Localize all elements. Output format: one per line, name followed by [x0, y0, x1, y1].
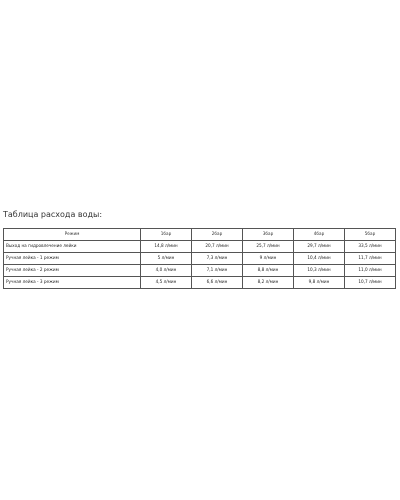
table-cell: 6,6 л/мин [192, 277, 243, 289]
table-cell: 14,8 л/мин [141, 241, 192, 253]
table-row [4, 265, 396, 277]
table-cell: 33,5 л/мин [345, 241, 396, 253]
row-label: Ручная лейка - 3 режим [4, 277, 141, 289]
table-header-row [4, 229, 396, 241]
table-cell: 10,4 л/мин [294, 253, 345, 265]
table-cell: 29,7 л/мин [294, 241, 345, 253]
row-label: Выход на гидровлечение лейки [4, 241, 141, 253]
table-cell: 4,5 л/мин [141, 277, 192, 289]
column-header-2bar: 2бар [192, 229, 243, 241]
table-cell: 8,2 л/мин [243, 277, 294, 289]
row-label: Ручная лейка - 1 режим [4, 253, 141, 265]
column-header-1bar: 1бар [141, 229, 192, 241]
table-cell: 10,3 л/мин [294, 265, 345, 277]
table-cell: 7,1 л/мин [192, 265, 243, 277]
table-cell: 25,7 л/мин [243, 241, 294, 253]
row-label: Ручная лейка - 2 режим [4, 265, 141, 277]
water-flow-table [3, 228, 396, 289]
table-cell: 9,8 л/мин [294, 277, 345, 289]
column-header-4bar: 4бар [294, 229, 345, 241]
table-cell: 5 л/мин [141, 253, 192, 265]
table-cell: 4,0 л/мин [141, 265, 192, 277]
table-cell: 8,8 л/мин [243, 265, 294, 277]
table-cell: 11,7 л/мин [345, 253, 396, 265]
column-header-5bar: 5бар [345, 229, 396, 241]
table-row [4, 253, 396, 265]
table-cell: 7,3 л/мин [192, 253, 243, 265]
table-cell: 9 л/мин [243, 253, 294, 265]
table-row [4, 241, 396, 253]
table-cell: 10,7 л/мин [345, 277, 396, 289]
table-cell: 20,7 л/мин [192, 241, 243, 253]
column-header-3bar: 3бар [243, 229, 294, 241]
table-row [4, 277, 396, 289]
table-cell: 11,0 л/мин [345, 265, 396, 277]
column-header-mode: Режим [4, 229, 141, 241]
page-title: Таблица расхода воды: [3, 210, 103, 219]
